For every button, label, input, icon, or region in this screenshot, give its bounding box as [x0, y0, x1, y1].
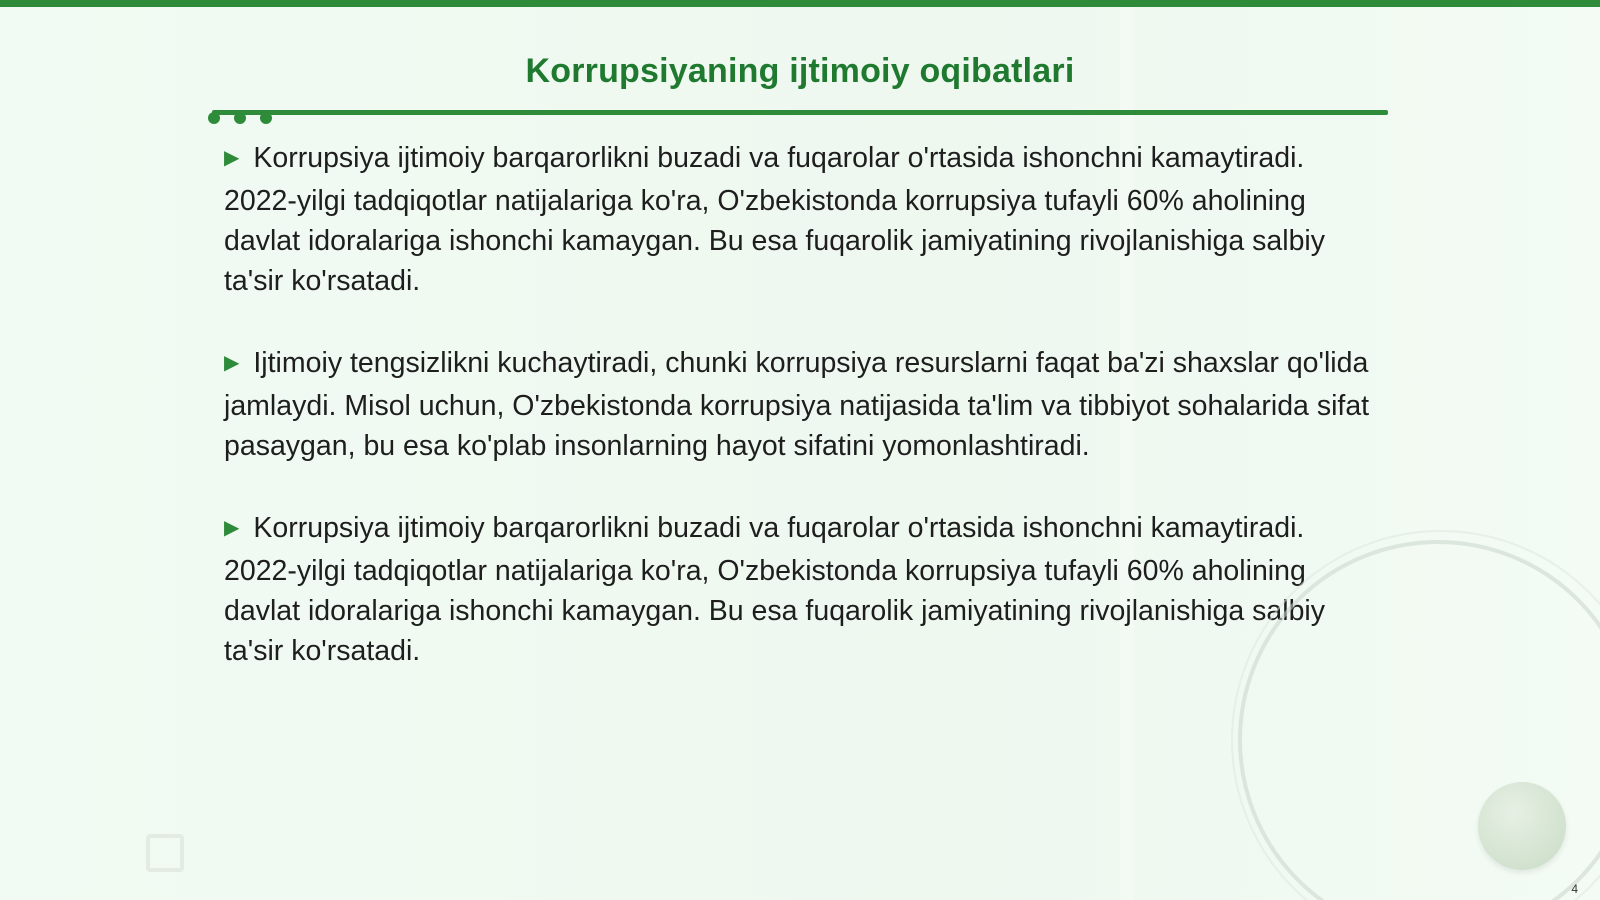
underline-dot: [260, 112, 272, 124]
underline-dot: [234, 112, 246, 124]
page-number: 4: [1571, 882, 1578, 896]
underline-dot: [208, 112, 220, 124]
bullet-arrow-icon: ▶: [224, 352, 240, 374]
bullet-paragraph: [224, 343, 1374, 466]
bullet-arrow-icon: ▶: [224, 517, 240, 539]
bullet-text: Korrupsiya ijtimoiy barqarorlikni buzadi va fuqarolar o'rtasida ishonchni kamaytiradi. 2022-yilgi tadqiqotlar natijalariga ko'ra, O'zbekistonda korrupsiya tufayli 60% aholining davlat idoralariga ishonchi kamaygan. Bu esa fuqarolik jamiyatining rivojlanishiga salbiy ta'sir ko'rsatadi.: [224, 142, 1326, 297]
bullet-paragraph: [224, 508, 1374, 671]
bullet-text: Korrupsiya ijtimoiy barqarorlikni buzadi va fuqarolar o'rtasida ishonchni kamaytiradi. 2022-yilgi tadqiqotlar natijalariga ko'ra, O'zbekistonda korrupsiya tufayli 60% aholining davlat idoralariga ishonchi kamaygan. Bu esa fuqarolik jamiyatining rivojlanishiga salbiy ta'sir ko'rsatadi.: [224, 512, 1326, 667]
slide-title: Korrupsiyaning ijtimoiy oqibatlari: [525, 52, 1075, 90]
bullet-list: [224, 138, 1374, 713]
top-accent-bar: [0, 0, 1600, 7]
bullet-paragraph: [224, 138, 1374, 301]
decorative-circle: [1478, 782, 1566, 870]
bullet-text: Ijtimoiy tengsizlikni kuchaytiradi, chunki korrupsiya resurslarni faqat ba'zi shaxslar qo'lida jamlaydi. Misol uchun, O'zbekistonda korrupsiya natijasida ta'lim va tibbiyot sohalarida sifat pasaygan, bu esa ko'plab insonlarning hayot sifatini yomonlashtiradi.: [224, 347, 1370, 462]
title-underline: [212, 110, 1388, 115]
bullet-arrow-icon: ▶: [224, 147, 240, 169]
decorative-square: [146, 834, 184, 872]
